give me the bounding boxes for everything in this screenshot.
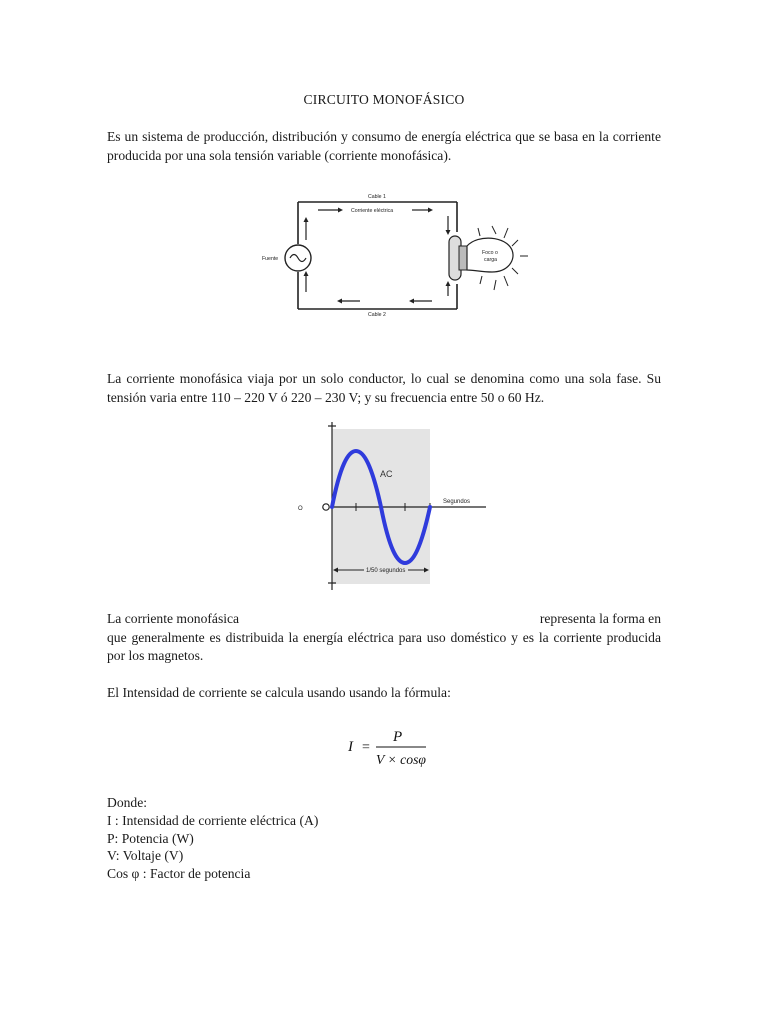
cable1-label: Cable 1 <box>368 194 386 200</box>
distribution-paragraph-mid: representa la forma en <box>539 611 661 626</box>
origin-label: O <box>298 506 303 512</box>
formula-denominator: V × cosφ <box>376 753 427 768</box>
formula-intro-paragraph: El Intensidad de corriente se calcula usando usando la fórmula: <box>107 685 451 700</box>
period-label: 1/50 segundos <box>366 568 406 574</box>
current-formula <box>342 724 434 772</box>
wave-label: AC <box>380 469 393 479</box>
source-label: Fuente <box>262 256 279 262</box>
distribution-paragraph <box>107 610 661 666</box>
definition-item: I : Intensidad de corriente eléctrica (A) <box>107 812 319 828</box>
definition-item: V: Voltaje (V) <box>107 848 184 864</box>
definition-item: Cos φ : Factor de potencia <box>107 866 251 882</box>
formula-numerator: P <box>393 729 403 745</box>
origin-marker <box>323 504 329 510</box>
current-label: Corriente eléctrica <box>351 208 394 214</box>
single-phase-paragraph: La corriente monofásica viaja por un solo conductor, lo cual se denomina como una sola fase. Su tensión varia entre 110 – 220 V ó 220 – 230 V; y su frecuencia entre 50 o 60 Hz. <box>107 371 661 405</box>
page-title: CIRCUITO MONOFÁSICO <box>303 92 465 107</box>
definitions-header: Donde: <box>107 795 148 810</box>
definition-item: P: Potencia (W) <box>107 830 194 846</box>
load-label-line2: carga <box>484 257 497 263</box>
formula-lhs: I <box>348 739 353 755</box>
axis-label: Segundos <box>443 499 471 505</box>
cable2-label: Cable 2 <box>368 312 386 318</box>
load-label-line1: Foco o <box>482 250 498 256</box>
intro-paragraph: Es un sistema de producción, distribución y consumo de energía eléctrica que se basa en la corriente producida por una sola tensión variable (corriente monofásica). <box>107 129 661 163</box>
formula-equals: = <box>362 740 370 755</box>
circuit-diagram <box>256 188 536 320</box>
ac-wave-graph <box>298 418 498 592</box>
distribution-paragraph-rest: que generalmente es distribuida la energía eléctrica para uso doméstico y es la corriente producida por los magnetos. <box>107 629 661 663</box>
definitions-list <box>107 794 507 883</box>
distribution-paragraph-start: La corriente monofásica <box>107 611 240 626</box>
